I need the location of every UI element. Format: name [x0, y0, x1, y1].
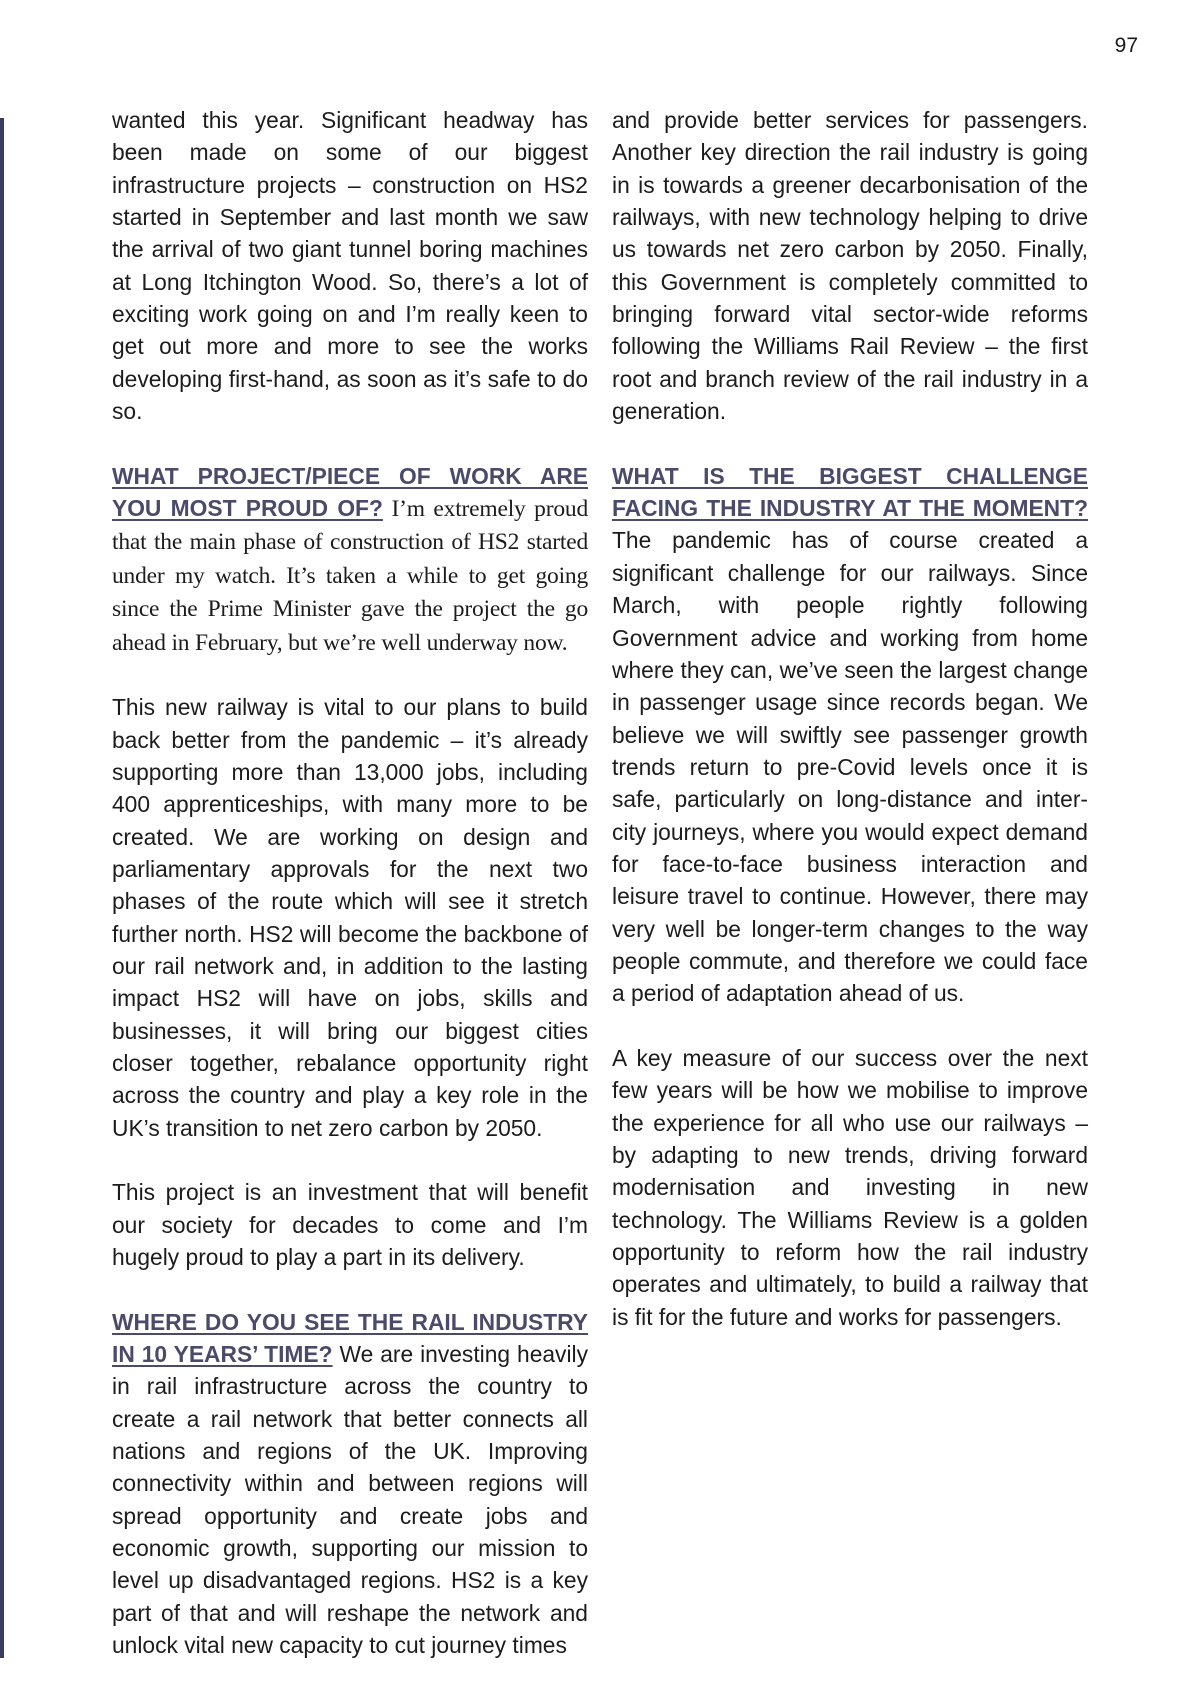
question-heading: WHERE DO YOU SEE THE RAIL INDUSTRY IN 10 YEARS’ TIME?	[112, 1308, 588, 1368]
paragraph	[112, 1176, 588, 1273]
left-margin-rule	[0, 118, 4, 1658]
answer-text: The pandemic has of course created a significant challenge for our railways. Since March, with people rightly following Government advice and working from home where they can, we’ve seen the largest change in passenger usage since records began. We believe we will swiftly see passenger growth trends return to pre-Covid levels once it is safe, particularly on long-distance and inter-city journeys, where you would expect demand for face-to-face business interaction and leisure travel to continue. However, there may very well be longer-term changes to the way people commute, and therefore we could face a period of adaptation ahead of us.	[612, 527, 1088, 1007]
paragraph	[112, 104, 588, 427]
question-paragraph	[612, 460, 1088, 1010]
paragraph-text: This new railway is vital to our plans to build back better from the pandemic – it’s already supporting more than 13,000 jobs, including 400 apprenticeships, with many more to be created. We are working on design and parliamentary approvals for the next two phases of the route which will see it stretch further north. HS2 will become the backbone of our rail network and, in addition to the lasting impact HS2 will have on jobs, skills and businesses, it will bring our biggest cities closer together, rebalance opportunity right across the country and play a key role in the UK’s transition to net zero carbon by 2050.	[112, 694, 588, 1141]
paragraph	[612, 104, 1088, 427]
question-paragraph	[112, 1306, 588, 1662]
question-paragraph	[112, 460, 588, 659]
paragraph-text: A key measure of our success over the next few years will be how we mobilise to improve the experience for all who use our railways – by adapting to new trends, driving forward modernisation and investing in new technology. The Williams Review is a golden opportunity to reform how the rail industry operates and ultimately, to build a railway that is fit for the future and works for passengers.	[612, 1044, 1088, 1330]
paragraph-text: and provide better services for passengers. Another key direction the rail industry is going in is towards a greener decarbonisation of the railways, with new technology helping to drive us towards net zero carbon by 2050. Finally, this Government is completely committed to bringing forward vital sector-wide reforms following the Williams Rail Review – the first root and branch review of the rail industry in a generation.	[612, 107, 1088, 425]
paragraph	[112, 691, 588, 1144]
answer-text: I’m extremely proud that the main phase of construction of HS2 started under my watch. It’s taken a while to get going since the Prime Minister gave the project the go ahead in February, but we’re well underway now.	[112, 496, 588, 656]
page-number: 97	[1114, 34, 1138, 57]
answer-text: We are investing heavily in rail infrastructure across the country to create a rail network that better connects all nations and regions of the UK. Improving connectivity within and between regions will spread opportunity and create jobs and economic growth, supporting our mission to level up disadvantaged regions. HS2 is a key part of that and will reshape the network and unlock vital new capacity to cut journey times	[112, 1341, 588, 1659]
paragraph-text: This project is an investment that will benefit our society for decades to come and I’m hugely proud to play a part in its delivery.	[112, 1179, 588, 1271]
question-heading: WHAT PROJECT/PIECE OF WORK ARE YOU MOST PROUD OF?	[112, 462, 588, 522]
right-column	[612, 104, 1088, 1365]
paragraph-text: wanted this year. Significant headway has been made on some of our biggest infrastructure projects – construction on HS2 started in September and last month we saw the arrival of two giant tunnel boring machines at Long Itchington Wood. So, there’s a lot of exciting work going on and I’m really keen to get out more and more to see the works developing first-hand, as soon as it’s safe to do so.	[112, 107, 588, 425]
question-heading: WHAT IS THE BIGGEST CHALLENGE FACING THE INDUSTRY AT THE MOMENT?	[612, 462, 1088, 522]
paragraph	[612, 1042, 1088, 1333]
left-column	[112, 104, 588, 1694]
